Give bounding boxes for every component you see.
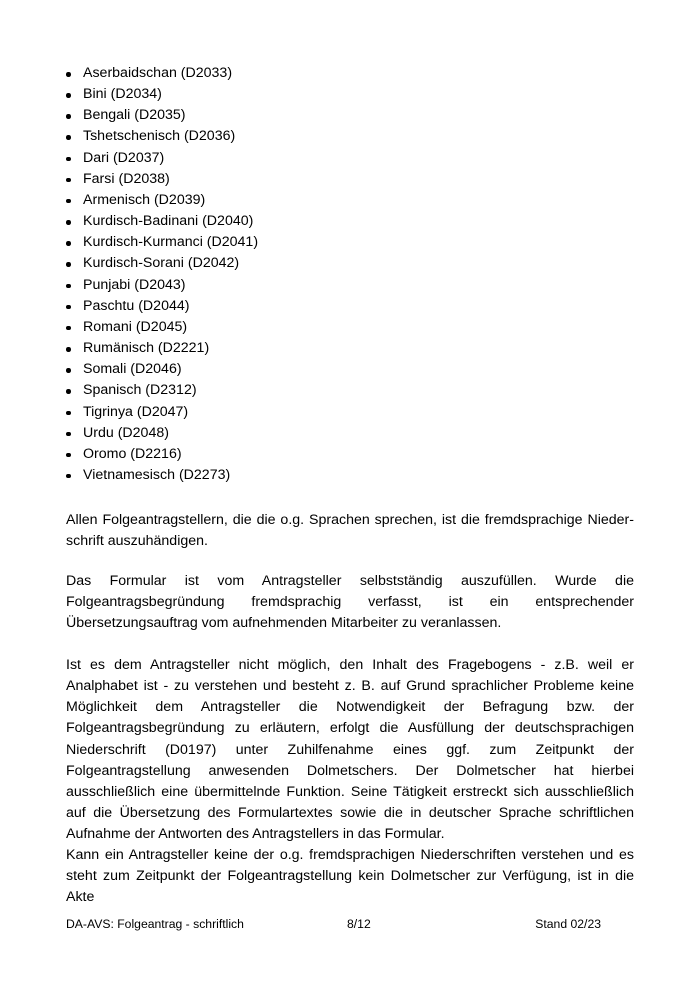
list-item: Armenisch (D2039) (66, 190, 626, 211)
footer-page-number: 8/12 (347, 917, 371, 931)
list-item: Punjabi (D2043) (66, 275, 626, 296)
footer-document-title: DA-AVS: Folgeantrag - schriftlich (66, 917, 244, 931)
list-item: Farsi (D2038) (66, 169, 626, 190)
list-item: Kurdisch-Badinani (D2040) (66, 211, 626, 232)
list-item: Vietnamesisch (D2273) (66, 465, 626, 486)
paragraph-no-interpreter: Kann ein Antragsteller keine der o.g. fremdsprachigen Niederschriften verstehen und es steht zum Zeitpunkt der Folgeantragstellung kein Dolmetscher zur Verfügung, ist in die Akte (66, 847, 634, 906)
paragraph-handout: Allen Folgeantragstellern, die die o.g. Sprachen sprechen, ist die fremdsprachige Niederschrift auszuhändigen. (66, 512, 634, 550)
list-item: Rumänisch (D2221) (66, 338, 626, 359)
list-item: Tshetschenisch (D2036) (66, 126, 626, 147)
list-item: Romani (D2045) (66, 317, 626, 338)
footer-version: Stand 02/23 (535, 917, 601, 931)
list-item: Bengali (D2035) (66, 105, 626, 126)
list-item: Dari (D2037) (66, 148, 626, 169)
list-item: Aserbaidschan (D2033) (66, 63, 626, 84)
list-item: Urdu (D2048) (66, 423, 626, 444)
list-item: Somali (D2046) (66, 359, 626, 380)
list-item: Tigrinya (D2047) (66, 402, 626, 423)
list-item: Paschtu (D2044) (66, 296, 626, 317)
paragraph-form-completion: Das Formular ist vom Antragsteller selbstständig auszufüllen. Wurde die Folgeantragsbegründung fremdsprachig verfasst, ist ein entsprechender Übersetzungsauftrag vom aufnehmenden Mitarbeiter zu veranlassen. (66, 573, 634, 632)
list-item: Bini (D2034) (66, 84, 626, 105)
list-item: Oromo (D2216) (66, 444, 626, 465)
list-item: Kurdisch-Kurmanci (D2041) (66, 232, 626, 253)
paragraph-interpreter: Ist es dem Antragsteller nicht möglich, den Inhalt des Fragebogens - z.B. weil er Analphabet ist - zu verstehen und besteht z. B. auf Grund sprachlicher Probleme keine Möglichkeit dem Antragsteller die Notwendigkeit der Befragung bzw. der Folgeantragsbegründung zu erläutern, erfolgt die Ausfüllung der deutschsprachigen Niederschrift (D0197) unter Zuhilfenahme eines ggf. zum Zeitpunkt der Folgeantragstellung anwesenden Dolmetschers. Der Dolmetscher hat hierbei ausschließlich eine übermittelnde Funktion. Seine Tätigkeit erstreckt sich ausschließlich auf die Übersetzung des Formulartextes sowie die in deutscher Sprache schriftlichen Aufnahme der Antworten des Antragstellers in das Formular. (66, 657, 634, 843)
list-item: Spanisch (D2312) (66, 380, 626, 401)
language-list (66, 63, 626, 486)
list-item: Kurdisch-Sorani (D2042) (66, 253, 626, 274)
